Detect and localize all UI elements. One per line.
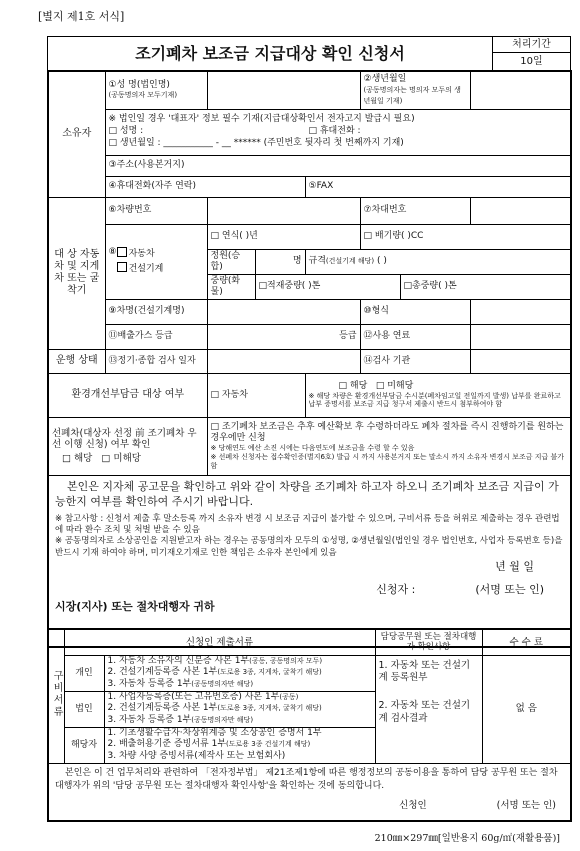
vin-input[interactable] [470,197,571,224]
capacity-label: 정원(승합) [207,249,255,274]
owner-name-label: ①성 명(법인명) [108,79,170,90]
owner-birth-field[interactable] [360,71,470,109]
fuel-input[interactable] [470,324,571,349]
corp-doc-3: 3. 자동차 등록증 1부(공동명의자만 해당) [107,714,254,725]
paper-spec: 210㎜×297㎜[일반용지 60g/㎡(재활용품)] [374,833,560,844]
early-yes-checkbox[interactable]: □ 해당 [62,453,93,465]
applicant-label: 신청자 : [376,582,416,596]
kind-machine-checkbox[interactable] [117,262,127,272]
applicant-sign[interactable]: (서명 또는 인) [475,582,545,596]
kind-car-checkbox[interactable] [117,247,127,257]
submit-header: 신청인 제출서류 [64,629,375,655]
type-label: ⑨차명(건설기계명) [105,299,207,324]
inspect-org-label: ⑭검사 기관 [360,349,470,373]
rep-phone-field[interactable]: □ 휴대전화 : [308,126,361,137]
consent-applicant-label: 신청인 [399,799,427,811]
period-value: 10일 [493,53,571,72]
kind-car-label: 자동차 [128,249,155,259]
ind-doc-1: 1. 자동차 소유자의 신분증 사본 1부(공동, 공동명의자 모두) [107,655,323,666]
early-label: 선폐차(대상자 선정 前 조기폐차 우선 이행 신청) 여부 확인 [52,427,197,450]
consent-sign[interactable]: (서명 또는 인) [496,799,557,811]
fuel-label: ⑫사용 연료 [360,324,470,349]
inspect-org-input[interactable] [470,349,571,373]
type-input[interactable] [207,299,360,324]
documents-table [47,628,572,822]
weight-label: 중량(화물) [207,274,255,299]
env-yes-checkbox[interactable]: □ 해당 [338,381,368,392]
title-table [47,36,571,72]
ind-doc-2: 2. 건설기계등록증 사본 1부(도로용 3종, 지게차, 굴착기 해당) [107,667,322,678]
check-item-1: 1. 자동차 또는 건설기계 등록원부 [378,659,471,683]
owner-label: 소유자 [48,71,105,197]
env-no-checkbox[interactable]: □ 미해당 [375,381,414,392]
mobile-field[interactable]: ④휴대전화(자주 연락) [105,176,305,197]
rep-name-field[interactable]: □ 성명 : [108,126,144,137]
env-label: 환경개선부담금 대상 여부 [48,373,207,417]
fee-header: 수 수 료 [482,629,571,655]
check-item-2: 2. 자동차 또는 건설기계 검사결과 [378,700,471,724]
owner-name-field[interactable] [105,71,207,109]
ind-doc-3: 3. 자동차 등록증 1부(공동명의자만 해당) [107,678,254,689]
individual-label: 개인 [64,655,104,691]
recipient: 시장(지사) 또는 절차대행자 귀하 [55,599,215,613]
holder-label: 해당자 [64,727,104,763]
displacement-field[interactable]: □ 배기량( )CC [360,224,571,249]
operation-label: 운행 상태 [48,349,105,373]
vehicle-label: 대 상 자동차 및 지게차 또는 굴착기 [48,197,105,349]
holder-doc-1: 1. 기초생활수급자·차상위계층 및 소상공인 증명서 1부 [107,727,322,738]
kind-machine-label: 건설기계 [128,263,164,274]
fax-field[interactable]: ⑤FAX [305,176,571,197]
emission-input[interactable] [207,324,360,349]
holder-doc-2: 2. 배출허용기준 증빙서류 1부(도로용 3종 건설기계 해당) [107,739,311,750]
period-label: 처리기간 [493,37,571,53]
spec-value: ( ) [377,256,387,267]
plate-label: ⑥차량번호 [105,197,207,224]
documents-label: 구비서류 [48,629,64,763]
inspect-date-input[interactable] [207,349,360,373]
corp-doc-2: 2. 건설기계등록증 사본 1부(도로용 3종, 지게차, 굴착기 해당) [107,703,322,714]
date-line[interactable]: 년 월 일 [495,559,535,573]
owner-name-input[interactable] [207,71,360,109]
env-note: ※ 해당 차량은 환경개선부담금 수시분(폐차임고일 전일까지 발생) 납부를 완료하고 납부 증명서를 보조금 지급 청구서 제출시 반드시 첨부하여야 함 [308,392,561,409]
address-field[interactable]: ③주소(사용본거지) [105,155,571,176]
capacity-unit: 명 [292,256,302,267]
kind-number: ⑧ [108,247,117,257]
early-text-2: ※ 당해연도 예산 소진 시에는 다음연도에 보조금을 수령 할 수 있음 [210,444,415,453]
spec-field[interactable] [305,249,571,274]
model-input[interactable] [470,299,571,324]
fee-value: 없 음 [482,655,571,763]
annex-label: [별지 제1호 서식] [38,10,125,23]
rep-birth-field[interactable]: □ 생년월일 : ___________ - __ ****** (주민번호 뒷자리 첫 번째까지 기재) [108,137,404,148]
form-title: 조기폐차 보조금 지급대상 확인 신청서 [48,37,493,72]
representative-note: ※ 법인일 경우 '대표자' 정보 필수 기재(지급대상확인서 전자고지 발급시 필요) [108,114,415,125]
declaration-text: 본인은 지자체 공고문을 확인하고 위와 같이 차량을 조기폐차 하고자 하오니 조기폐차 보조금 지급이 가능한지 여부를 확인하여 주시기 바랍니다. [55,479,559,509]
note-1: ※ 참고사항 : 신청서 제출 후 말소등록 까지 소유자 변경 시 보조금 지급이 불가할 수 있으며, 구비서류 등을 허위로 제출하는 경우 관련법에 따라 환수 조치 및 처벌 받을 수 있음 [55,514,560,536]
vehicle-kind-field[interactable] [105,224,207,299]
corp-doc-1: 1. 사업자등록증(또는 고유번호증) 사본 1부(공동) [107,691,299,702]
inspect-date-label: ⑬정기·종합 검사 일자 [105,349,207,373]
spec-sub: (건설기계 해당) [325,257,375,266]
corp-label: 법인 [64,691,104,727]
emission-label: ⑪배출가스 등급 [105,324,207,349]
early-text-3: ※ 선폐차 신청자는 접수확인증(별지6호) 발급 시 까지 사용본거지 또는 말소시 까지 소유자 변경시 보조금 지급 불가함 [210,452,564,470]
emission-unit: 등급 [339,331,357,342]
consent-text: 본인은 이 건 업무처리와 관련하여 「전자정부법」 제21조제1항에 따른 행정정보의 공동이용을 통하여 담당 공무원 또는 절차대행자가 위의 '담당 공무원 또는 절차대행자 확인사항'을 확인하는 것에 동의합니다. [55,767,558,791]
note-2: ※ 공동명의자로 소상공인을 지원받고자 하는 경우는 공동명의자 모두의 ①성명, ②생년월일(법인일 경우 법인번호, 사업자 등록번호 등)을 반드시 기재 하여야 하며, 미기재오기재로 인한 책임은 소유자 본인에게 있음 [55,536,563,558]
plate-input[interactable] [207,197,360,224]
holder-doc-3: 3. 차량 사양 증빙서류(제작사 또는 보험회사) [107,751,286,761]
owner-birth-input[interactable] [470,71,571,109]
year-field[interactable]: □ 연식( )년 [207,224,360,249]
load-weight-field[interactable]: □적재중량( )톤 [255,274,400,299]
early-no-checkbox[interactable]: □ 미해당 [101,453,141,465]
owner-birth-sub: (공동명의자는 명의자 모두의 생년월일 기재) [363,85,461,105]
spec-label: 규격 [308,256,326,267]
capacity-input[interactable] [255,249,305,274]
owner-name-sub: (공동명의자 모두기재) [108,91,178,100]
check-header: 담당공무원 또는 절차대행자 확인사항 [375,629,482,655]
application-table [47,70,572,648]
vin-label: ⑦차대번호 [360,197,470,224]
owner-birth-label: ②생년월일 [363,74,407,85]
early-text-1: □ 조기폐차 보조금은 추후 예산확보 후 수령하더라도 폐차 절차를 즉시 진행하기를 원하는 경우에만 신청 [210,421,564,443]
env-car-field[interactable]: □ 자동차 [207,373,305,417]
model-label: ⑩형식 [360,299,470,324]
gross-weight-field[interactable]: □총중량( )톤 [400,274,571,299]
